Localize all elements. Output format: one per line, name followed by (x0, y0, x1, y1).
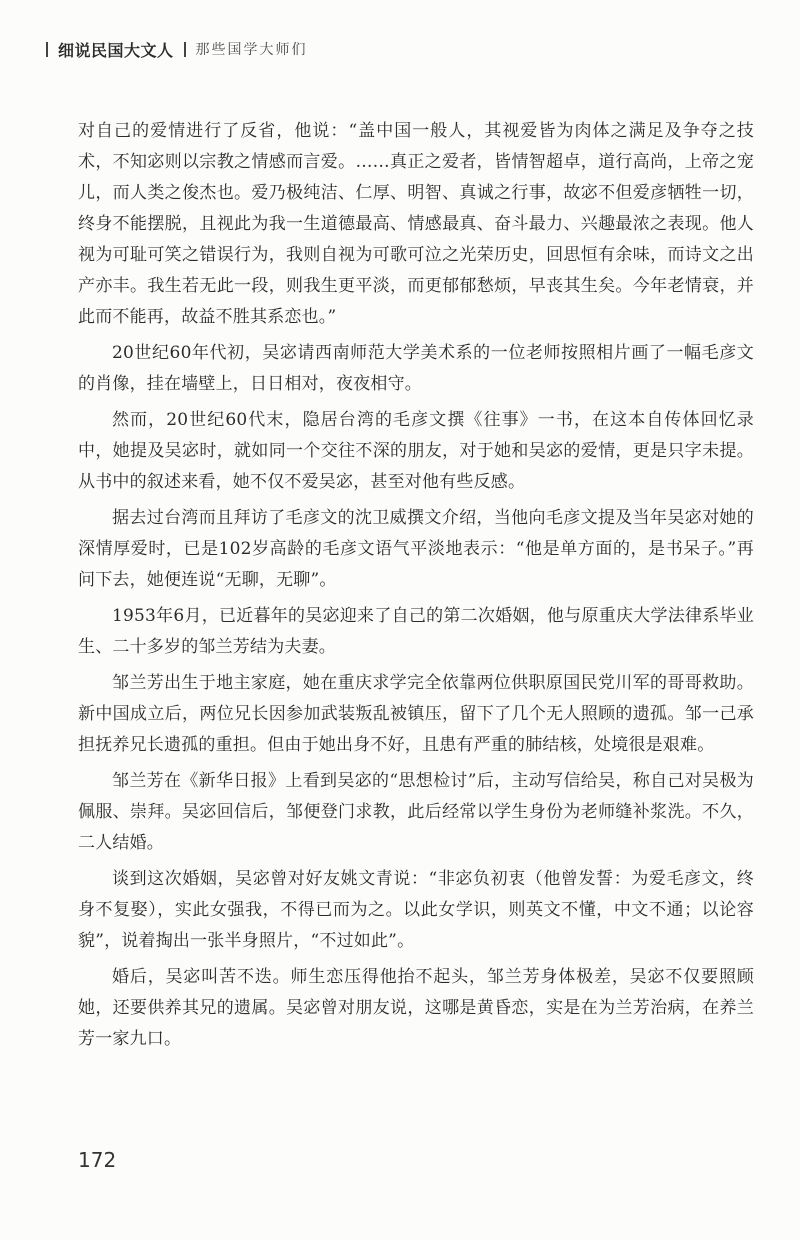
book-title: 细说民国大文人 (58, 40, 174, 60)
paragraph-2: 20世纪60年代初，吴宓请西南师范大学美术系的一位老师按照相片画了一幅毛彦文的肖像，挂在墙壁上，日日相对，夜夜相守。 (78, 343, 754, 394)
header-bar-divider (184, 42, 186, 57)
paragraph-4: 据去过台湾而且拜访了毛彦文的沈卫威撰文介绍，当他向毛彦文提及当年吴宓对她的深情厚爱时，已是102岁高龄的毛彦文语气平淡地表示：“他是单方面的，是书呆子。”再问下去，她便连说“无聊，无聊”。 (78, 508, 754, 590)
body-text (78, 116, 754, 1060)
header-bar-left (46, 42, 48, 57)
running-header (46, 38, 308, 60)
paragraph-9: 婚后，吴宓叫苦不迭。师生恋压得他抬不起头，邹兰芳身体极差，吴宓不仅要照顾她，还要供养其兄的遗属。吴宓曾对朋友说，这哪是黄昏恋，实是在为兰芳治病，在养兰芳一家九口。 (78, 967, 754, 1049)
paragraph-7: 邹兰芳在《新华日报》上看到吴宓的“思想检讨”后，主动写信给吴，称自己对吴极为佩服、崇拜。吴宓回信后，邹便登门求教，此后经常以学生身份为老师缝补浆洗。不久，二人结婚。 (78, 771, 754, 853)
paragraph-8: 谈到这次婚姻，吴宓曾对好友姚文青说：“非宓负初衷（他曾发誓：为爱毛彦文，终身不复娶），实此女强我，不得已而为之。以此女学识，则英文不懂，中文不通；以论容貌”，说着掏出一张半身照片，“不过如此”。 (78, 869, 754, 951)
paragraph-6: 邹兰芳出生于地主家庭，她在重庆求学完全依靠两位供职原国民党川军的哥哥救助。新中国成立后，两位兄长因参加武装叛乱被镇压，留下了几个无人照顾的遗孤。邹一己承担抚养兄长遗孤的重担。但由于她出身不好，且患有严重的肺结核，处境很是艰难。 (78, 673, 754, 755)
paragraph-3: 然而，20世纪60代末，隐居台湾的毛彦文撰《往事》一书，在这本自传体回忆录中，她提及吴宓时，就如同一个交往不深的朋友，对于她和吴宓的爱情，更是只字未提。从书中的叙述来看，她不仅不爱吴宓，甚至对他有些反感。 (78, 410, 754, 492)
header-subtitle: 那些国学大师们 (195, 42, 308, 58)
paragraph-5: 1953年6月，已近暮年的吴宓迎来了自己的第二次婚姻，他与原重庆大学法律系毕业生、二十多岁的邹兰芳结为夫妻。 (78, 606, 754, 657)
page-number: 172 (78, 1148, 117, 1172)
paragraph-1: 对自己的爱情进行了反省，他说：“盖中国一般人，其视爱皆为肉体之满足及争夺之技术，不知宓则以宗教之情感而言爱。……真正之爱者，皆情智超卓，道行高尚，上帝之宠儿，而人类之俊杰也。爱乃极纯洁、仁厚、明智、真诚之行事，故宓不但爱彦牺牲一切，终身不能摆脱，且视此为我一生道德最高、情感最真、奋斗最力、兴趣最浓之表现。他人视为可耻可笑之错误行为，我则自视为可歌可泣之光荣历史，回思恒有余味，而诗文之出产亦丰。我生若无此一段，则我生更平淡，而更郁郁愁烦，早丧其生矣。今年老情衰，并此而不能再，故益不胜其系恋也。” (78, 121, 754, 327)
